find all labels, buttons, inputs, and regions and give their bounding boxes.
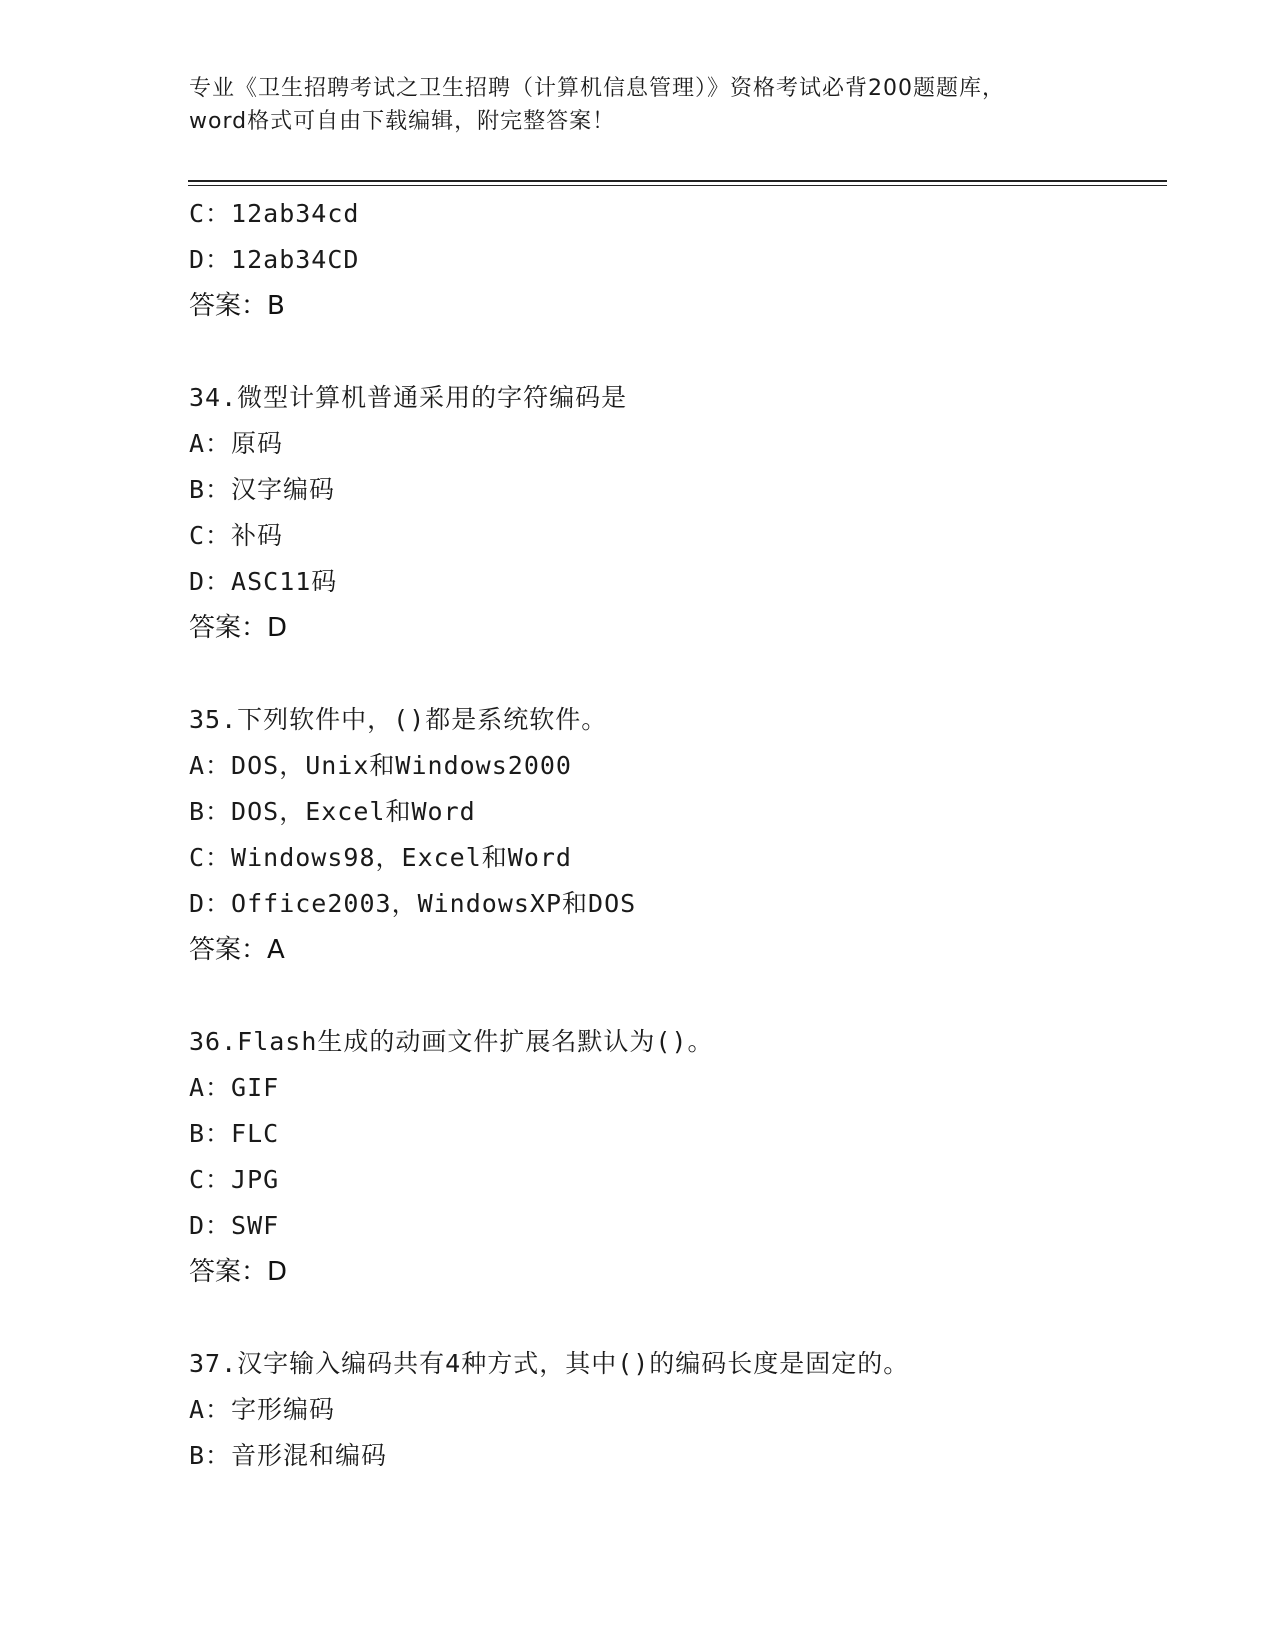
option-c: C：12ab34cd xyxy=(189,199,360,228)
option-b: B：音形混和编码 xyxy=(189,1441,388,1470)
question-block xyxy=(189,191,1189,329)
option-d: D：ASC11码 xyxy=(189,567,338,596)
spacer xyxy=(189,651,1189,697)
option-c: C：JPG xyxy=(189,1165,280,1194)
spacer xyxy=(189,973,1189,1019)
spacer xyxy=(189,329,1189,375)
option-d: D：Office2003，WindowsXP和DOS xyxy=(189,889,637,918)
question-block xyxy=(189,1019,1189,1295)
option-c: C：补码 xyxy=(189,521,284,550)
header-title-line-1: 专业《卫生招聘考试之卫生招聘（计算机信息管理）》资格考试必背200题题库， xyxy=(189,76,1005,101)
header-divider-thin xyxy=(188,185,1167,186)
spacer xyxy=(189,1295,1189,1341)
answer-line: 答案：D xyxy=(189,613,288,643)
question-text: 34.微型计算机普通采用的字符编码是 xyxy=(189,383,628,412)
question-text: 35.下列软件中，()都是系统软件。 xyxy=(189,705,608,734)
question-text: 37.汉字输入编码共有4种方式，其中()的编码长度是固定的。 xyxy=(189,1349,910,1378)
question-block xyxy=(189,697,1189,973)
header-title-line-2: word格式可自由下载编辑，附完整答案！ xyxy=(189,109,616,134)
option-a: A：GIF xyxy=(189,1073,280,1102)
option-b: B：FLC xyxy=(189,1119,280,1148)
question-list xyxy=(189,191,1189,1479)
option-a: A：字形编码 xyxy=(189,1395,336,1424)
option-a: A：DOS，Unix和Windows2000 xyxy=(189,751,572,780)
option-d: D：SWF xyxy=(189,1211,280,1240)
question-block xyxy=(189,1341,1189,1479)
answer-line: 答案：D xyxy=(189,1257,288,1287)
option-b: B：汉字编码 xyxy=(189,475,336,504)
header-divider-thick xyxy=(188,180,1167,182)
answer-line: 答案：A xyxy=(189,935,285,965)
option-b: B：DOS，Excel和Word xyxy=(189,797,476,826)
option-a: A：原码 xyxy=(189,429,284,458)
document-header xyxy=(189,72,1089,138)
question-text: 36.Flash生成的动画文件扩展名默认为()。 xyxy=(189,1027,714,1056)
option-c: C：Windows98，Excel和Word xyxy=(189,843,572,872)
question-block xyxy=(189,375,1189,651)
answer-line: 答案：B xyxy=(189,291,285,321)
option-d: D：12ab34CD xyxy=(189,245,360,274)
